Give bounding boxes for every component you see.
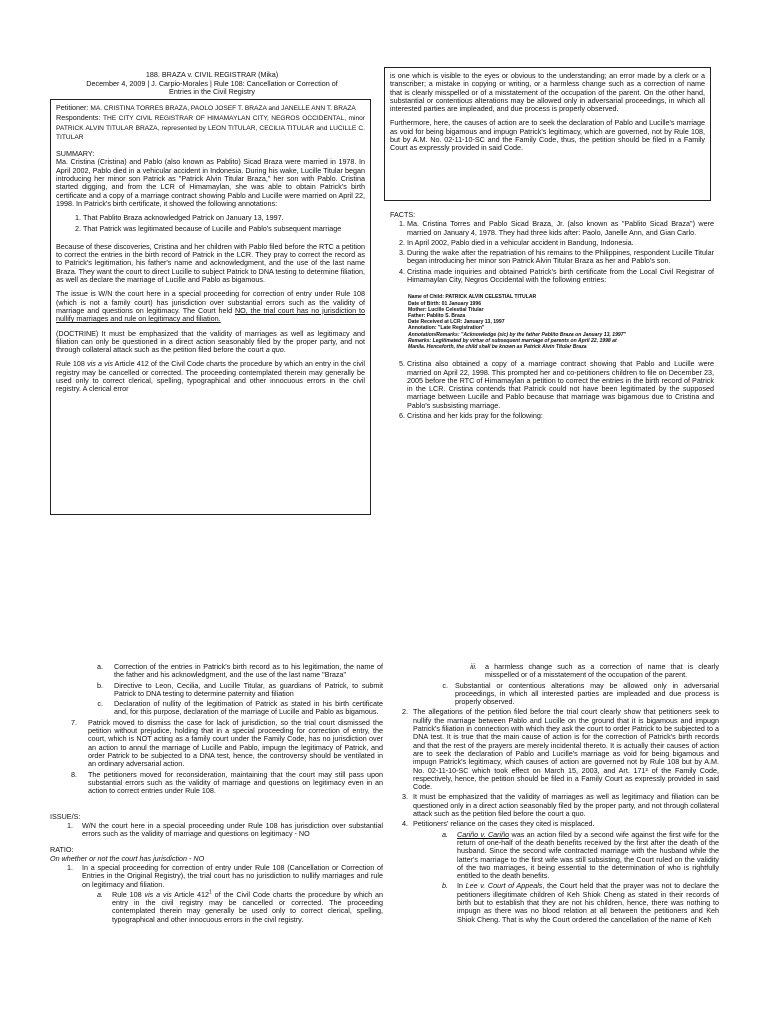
case-header [54,71,370,97]
annotation-list [68,214,365,233]
facts-section [390,211,714,501]
list-item: a. Rule 108 vis a vis Article $412^1$ of the Civil Code charts the procedure by which an entry in the civil registry may be cancelled or corrected. The proceeding contemplated therein may generally be used only to correct clerical, spelling, typographical and other innocuous errors in the civil registry. [97,889,383,924]
list-item: 4. Petitioners' reliance on the cases they cited is misplaced. [402,819,595,829]
respondent-names: THE CITY CIVIL REGISTRAR OF HIMAMAYLAN CITY, NEGROS OCCIDENTAL, minor PATRICK ALVIN TITULAR BRAZA, represented by LEON TITULAR, CECILIA TITULAR and LUCILLE C. TITULAR [56,115,366,141]
doctrine-paragraph: (DOCTRINE) It must be emphasized that the validity of marriages as well as legitimacy and filiation can only be questioned in a direct action seasonably filed by the proper party, and not through collateral attack such as the petition filed before the court a quo. [56,328,365,355]
list-item: b. In Lee v. Court of Appeals, the Court held that the prayer was not to declare the petitioners illegitimate children of Keh Shiok Cheng as stated in their records of birth but to establish that they are not his children, hence, there was nothing to impugn as there was no blood relation at all between the petitioners and Keh Shiok Cheng. That is why the Court ordered the cancellation of the name of Keh [442,881,719,924]
rule-paragraph: Rule 108 vis a vis Article 412 of the Civil Code charts the procedure by which an entry in the civil registry may be cancelled or corrected. The proceeding contemplated therein may generally be used only to correct clerical, spelling, typographical and other innocuous errors in the civil registry. A clerical error [56,359,365,394]
causes-of-action-paragraph: Furthermore, here, the causes of action are to seek the declaration of Pablo and Lucille's marriage as void for being bigamous and impugn Patrick's legitimacy, which are governed, not by Rule 108, but by A.M. No. 02-11-10-SC and the Family Code, thus, the petition should be filed in a Family Court as expressly provided in said Code. [390,118,705,153]
list-item: 1. W/N the court here in a special proceeding under Rule 108 has jurisdiction over substantial errors such as the validity of marriage and questions on legitimacy - NO [67,820,383,839]
list-item: 8. The petitioners moved for reconsideration, maintaining that the court may still pass upon substantial errors such as the validity of marriage and questions on legitimacy even in an action to correct entries under Rule 108. [71,769,383,796]
list-item: 3. During the wake after the repatriation of his remains to the Philippines, respondent Lucille Titular began introducing her minor son Patrick Alvin Titular Braza as her and Pablo's son. [399,248,714,266]
list-item: 1. Ma. Cristina Torres and Pablo Sicad Braza, Jr. (also known as "Pablito Sicad Braza") were married on January 4, 1978. They had three kids after: Paolo, Janelle Ann, and Gian Carlo. [399,219,714,237]
summary-paragraph-1: Ma. Cristina (Cristina) and Pablo (also known as Pablito) Sicad Braza were married in 1978. In April 2002, Pablo died in a vehicular accident in Indonesia. During his wake, Lucille Titular began introducing her minor son Patrick as "Patrick Alvin Titular Braza," her son with Pablo. Cristina started digging, and from the LCR of Himamaylan, she was able to obtain Patrick's birth certificate and a copy of a marriage contract showing Pablo and Lucille were married on April 22, 1998. In Patrick's birth certificate, it showed the following annotations: [56,157,365,208]
case-name-lee: Lee v. Court of Appeals [465,881,543,891]
ratio-subheading: On whether or not the court has jurisdiction - NO [50,853,205,863]
summary-heading: SUMMARY: [56,149,95,159]
holding-underlined: NO, the trial court has no jurisdiction to nullify marriages and rule on legitimacy and filiation. [56,305,365,324]
list-item: 2. The allegations of the petition filed before the trial court clearly show that petitioners seek to nullify the marriage between Pablo and Lucille on the ground that it is bigamous and impugn Patrick's filiation in connection with which they ask the court to order Patrick to be subjected to a DNA test. It is true that the main cause of action is for the correction of Patrick's birth records and that the rest of the prayers are merely incidental thereto. It is actually their causes of action are to seek the declaration of Pablo and Lucille's marriage as void for being bigamous and impugn Patrick's legitimacy, which causes of action are governed not by Rule 108 but by A.M. No. 02-11-10-SC which took effect on March 15, 2003, and Art. 171² of the Family Code, respectively, hence, the petition should be filed in a Family Court as expressly provided in said Code. [402,707,719,792]
list-item: a. Correction of the entries in Patrick's birth record as to his legitimation, the name of the father and his acknowledgment, and the use of the last name "Braza" [97,663,383,680]
list-item: 2. That Patrick was legitimated because of Lucille and Pablo's subsequent marriage [75,223,342,233]
list-item: 4. Cristina made inquiries and obtained Patrick's birth certificate from the Local Civil Registrar of Himamaylan City, Negros Occidental with the following entries: [399,266,714,285]
summary-paragraph-2: Because of these discoveries, Cristina and her children with Pablo filed before the RTC a petition to correct the entries in the birth record of Patrick in the LCR. They pray to correct the record as to Patrick's legitimation, his father's name and acknowledgment, and the use of the last name Braza. They want the court to direct Lucille to subject Patrick to DNA testing to determine filiation, as well as declare the marriage of Lucille and Pablo as bigamous. [56,241,365,285]
clerical-error-paragraph: is one which is visible to the eyes or obvious to the understanding; an error made by a clerk or a transcriber; a mistake in copying or writing, or a harmless change such as a correction of name that is clearly misspelled or of a misstatement of the occupation of the parent. On the other hand, substantial or contentious alterations may be allowed only in adversarial proceedings, in which all interested parties are impleaded, and due process is properly observed. [390,71,705,114]
petitioner-names: MA. CRISTINA TORRES BRAZA, PAOLO JOSEF T. BRAZA and JANELLE ANN T. BRAZA [90,105,356,112]
list-item: c. Substantial or contentious alterations may be allowed only in adversarial proceedings, in which all interested parties are impleaded and due process is properly observed. [442,680,719,707]
list-item: 1. In a special proceeding for correction of entry under Rule 108 (Cancellation or Correction of Entries in the Original Registry), the trial court has no jurisdiction to nullify marriages and rule on legitimacy and filiation. [67,862,383,889]
respondent-label: Respondents: [56,113,101,123]
list-item: 1. That Pablito Braza acknowledged Patrick on January 13, 1997. [75,213,284,223]
issues-heading: ISSUE/S: [50,812,81,822]
birth-certificate-entries: Name of Child: PATRICK ALVIN CELESTIAL TITULAR Date of Birth: 01 January 1996 Mother: Lucille Celestial Titular Father: Pablito S. Braza Date Received at LCR: January 13, 1997 Annotation: "Late Registration" Annotation/Remarks: "Acknowledge (sic) by the father Pablito Braza on January 13, 1997" Remarks: Legitimated by virtue of subsequent marriage of parents on April 22, 1998 at Manila. Henceforth, the child shall be known as Patrick Alvin Titular Braza [408,294,626,350]
list-item: 5. Cristina also obtained a copy of a marriage contract showing that Pablo and Lucille were married on April 22, 1998. This prompted her and co-petitioners children to file on December 23, 2005 before the RTC of Himamaylan a petition to correct the entries in the birth record of Patrick in the LCR. Cristina contends that Patrick could not have been legitimated by the supposed marriage between Lucille and Pablo because that marriage was bigamous due to Cristina and Pablo's susbsisting marriage. [399,359,714,410]
facts-heading: FACTS: [390,211,416,219]
case-citation: December 4, 2009 | J. Carpio-Morales | Rule 108: Cancellation or Correction of [86,78,338,88]
list-item: 6. Cristina and her kids pray for the following: [399,410,543,420]
petitioner-label: Petitioner: [56,103,89,112]
summary-box [50,99,371,515]
respondent-line [56,114,365,142]
petitioner-line [56,104,365,113]
list-item: 2. In April 2002, Pablo died in a vehicular accident in Bandung, Indonesia. [399,237,634,247]
summary-continuation-box [384,67,711,201]
list-item: b. Directive to Leon, Cecilia, and Lucille Titular, as guardians of Patrick, to submit Patrick to DNA testing to determine paternity and filiation [97,680,383,698]
list-item: 7. Patrick moved to dismiss the case for lack of jurisdiction, so the trial court dismissed the petition without prejudice, holding that in a special proceeding for correction of entry, the court, which is NOT acting as a family court under the Family Code, has no jurisdiction over an action to annul the marriage of Lucille and Pablo, impugn the legitimacy of Patrick, and order Patrick to be subjected to a DNA test, hence, the controversy should be ventilated in an ordinary adversarial action. [71,717,383,769]
ratio-heading: RATIO: [50,845,74,855]
case-name-carino: Cariño v. Cariño [457,829,510,839]
case-topic: Entries in the Civil Registry [169,87,255,96]
lower-right-column [389,663,719,1024]
list-item: a. Cariño v. Cariño was an action filed by a second wife against the first wife for the return of one-half of the death benefits received by the first after the death of the husband. Since the second wife contracted marriage with the husband while the latter's marriage to the first wife was still subsisting, the Court ruled on the validity of the two marriages, it being essential to the determination of who is rightfully entitled to the death benefits. [442,829,719,881]
case-title: 188. BRAZA v. CIVIL REGISTRAR (Mika) [145,70,279,79]
list-item: c. Declaration of nullity of the legitimation of Patrick as stated in his birth certificate and, for this purpose, declaration of the marriage of Lucille and Pablo as bigamous. [97,699,383,717]
lower-left-column [50,663,383,1024]
list-item: 3. It must be emphasized that the validity of marriages as well as legitimacy and filiation can be questioned only in a direct action seasonably filed by the proper party, and not through collateral attack such as the petition filed before the court a quo. [402,792,719,819]
summary-issue-paragraph: The issue is W/N the court here in a special proceeding for correction of entry under Rule 108 (which is not a family court) has jurisdiction over substantial errors such as the validity of marriage and questions on legitimacy. The Court held NO, the trial court has no jurisdiction to nullify marriages and rule on legitimacy and filiation. [56,289,365,324]
list-item: iii. a harmless change such as a correction of name that is clearly misspelled or of a misstatement of the occupation of the parent. [470,663,719,680]
